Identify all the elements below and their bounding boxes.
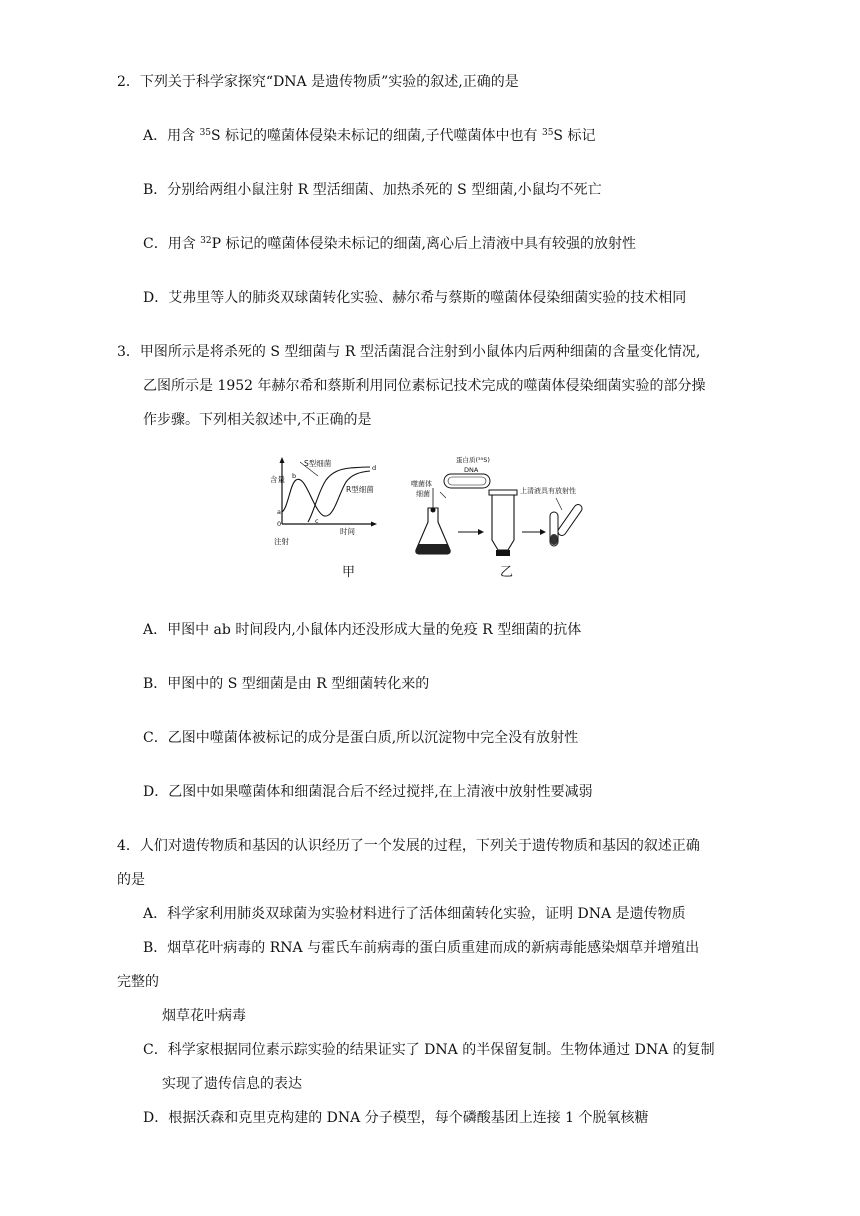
q2-stem: 2．下列关于科学家探究“DNA 是遗传物质”实验的叙述,正确的是 [117,74,519,90]
q4-option-b-line-3: 烟草花叶病毒 [162,1008,246,1024]
q2-option-c [143,234,636,254]
phage-label: 噬菌体 [411,480,432,488]
supernatant-label: 上清液具有放射性 [520,487,576,495]
q2-c-text-2: P 标记的噬菌体侵染未标记的细菌,离心后上清液中具有较强的放射性 [211,236,636,252]
s-bacteria-label: S型细菌 [304,459,332,468]
tube-leader [556,498,562,510]
test-tube-2 [556,503,583,537]
phage-leader [440,492,446,498]
q4-option-b-line-1: B．烟草花叶病毒的 RNA 与霍氏车前病毒的蛋白质重建而成的新病毒能感染烟草并增殖出 [143,940,700,956]
q3-option-a: A．甲图中 ab 时间段内,小鼠体内还没形成大量的免疫 R 型细菌的抗体 [143,622,582,638]
tube-base [496,550,510,556]
x-axis-arrow [371,522,377,527]
caption-jia: 甲 [342,565,356,580]
test-tube-1-liquid [551,534,558,545]
phage-capsule [444,474,490,488]
q4-option-a: A．科学家利用肺炎双球菌为实验材料进行了活体细菌转化实验，证明 DNA 是遗传物质 [143,906,686,922]
q4-stem-line-1: 4．人们对遗传物质和基因的认识经历了一个发展的过程，下列关于遗传物质和基因的叙述正确 [117,838,700,854]
q3-stem-line-3: 作步骤。下列相关叙述中,不正确的是 [143,412,372,428]
q2-a-text-1: A．用含 [143,128,200,144]
q2-a-text-2: S 标记的噬菌体侵染未标记的细菌,子代噬菌体中也有 [211,128,542,144]
q3-option-b: B．甲图中的 S 型细菌是由 R 型细菌转化来的 [143,676,430,692]
q3-figure [270,452,610,582]
q3-option-d: D．乙图中如果噬菌体和细菌混合后不经过搅拌,在上清液中放射性要减弱 [143,784,593,800]
q2-a-sup-1: 35 [199,128,212,138]
graph-jia [270,457,377,546]
q4-option-b-line-2: 完整的 [117,974,159,990]
q3-stem-line-2: 乙图所示是 1952 年赫尔希和蔡斯利用同位素标记技术完成的噬菌体侵染细菌实验的部分操 [143,378,706,394]
q3-stem-line-1: 3．甲图所示是将杀死的 S 型细菌与 R 型活菌混合注射到小鼠体内后两种细菌的含量变化情况, [117,344,701,360]
tube-rim [489,490,517,495]
arrow-2-head [540,529,546,535]
flask-liquid [416,544,450,554]
drop-icon [431,508,436,513]
arrow-1-head [478,529,484,535]
origin-zero: 0 [277,520,282,528]
q4-option-c-line-1: C．科学家根据同位素示踪实验的结果证实了 DNA 的半保留复制。生物体通过 DNA 的复制 [143,1042,715,1058]
x-axis-label: 时间 [340,527,355,536]
caption-yi: 乙 [500,565,514,580]
q2-c-text-1: C．用含 [143,236,201,252]
q4-stem-line-2: 的是 [117,872,145,888]
y-axis-arrow [280,457,285,463]
q4-option-c-line-2: 实现了遗传信息的表达 [162,1076,302,1092]
y-axis-label: 含量 [270,475,285,484]
point-b: b [292,472,297,480]
q2-a-text-3: S 标记 [553,128,596,144]
q3-figure-svg [270,452,610,582]
dna-label: DNA [464,466,479,474]
point-d: d [372,464,377,472]
q2-c-sup: 32 [200,236,212,246]
apparatus-yi [411,455,584,556]
r-bacteria-label: R型细菌 [346,485,374,494]
centrifuge-tube [492,494,514,550]
protein-label: 蛋白质(³⁵S) [456,456,490,464]
q3-option-c: C．乙图中噬菌体被标记的成分是蛋白质,所以沉淀物中完全没有放射性 [143,730,579,746]
q4-option-d: D．根据沃森和克里克构建的 DNA 分子模型，每个磷酸基团上连接 1 个脱氧核糖 [143,1110,649,1126]
q2-option-d: D．艾弗里等人的肺炎双球菌转化实验、赫尔希与蔡斯的噬菌体侵染细菌实验的技术相同 [143,290,687,306]
q2-option-b: B．分别给两组小鼠注射 R 型活细菌、加热杀死的 S 型细菌,小鼠均不死亡 [143,182,602,198]
inject-label: 注射 [274,537,289,546]
point-c: c [315,517,319,525]
q2-option-a [143,126,595,146]
point-a: a [277,508,281,516]
q2-a-sup-2: 35 [541,128,554,138]
bacteria-label: 细菌 [416,490,430,498]
